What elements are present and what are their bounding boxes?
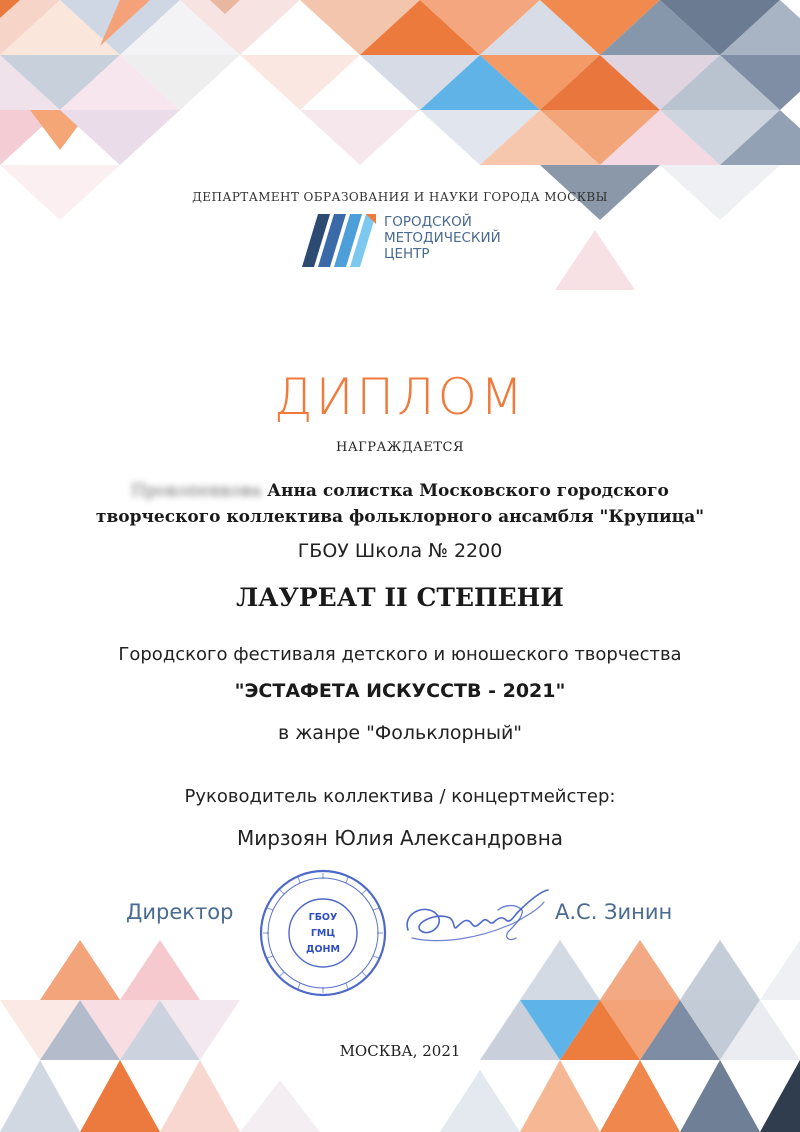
svg-text:ДОНМ: ДОНМ bbox=[306, 944, 340, 955]
recipient-line1 bbox=[90, 478, 710, 504]
svg-text:ГБОУ: ГБОУ bbox=[308, 912, 338, 923]
recipient-text bbox=[90, 478, 710, 530]
place-year: МОСКВА, 2021 bbox=[339, 1042, 461, 1060]
logo-text-line3: ЦЕНТР bbox=[384, 246, 430, 262]
leader-name: Мирзоян Юлия Александровна bbox=[236, 826, 564, 850]
logo-text-line1: ГОРОДСКОЙ bbox=[384, 214, 472, 230]
bottom-triangle-pattern bbox=[0, 940, 800, 1132]
awarded-label: НАГРАЖДАЕТСЯ bbox=[335, 440, 464, 455]
diploma-title: ДИПЛОМ bbox=[273, 368, 527, 426]
director-name: А.С. Зинин bbox=[555, 900, 673, 924]
gmc-logo bbox=[300, 212, 540, 268]
logo-mark-icon bbox=[300, 212, 378, 268]
laureate-degree: ЛАУРЕАТ II СТЕПЕНИ bbox=[236, 583, 564, 612]
genre-text: в жанре "Фольклорный" bbox=[277, 722, 523, 744]
recipient-surname-blurred: Прокопенкова bbox=[131, 481, 262, 501]
leader-label: Руководитель коллектива / концертмейстер: bbox=[184, 786, 616, 807]
director-signature bbox=[398, 882, 568, 962]
event-name: "ЭСТАФЕТА ИСКУССТВ - 2021" bbox=[234, 680, 566, 702]
director-label: Директор bbox=[126, 900, 234, 924]
official-stamp bbox=[258, 868, 388, 998]
svg-text:ГМЦ: ГМЦ bbox=[310, 928, 336, 939]
logo-text bbox=[384, 214, 501, 262]
school-name: ГБОУ Школа № 2200 bbox=[297, 540, 503, 562]
logo-text-line2: МЕТОДИЧЕСКИЙ bbox=[384, 230, 501, 246]
festival-name: Городского фестиваля детского и юношеского творчества bbox=[118, 644, 682, 665]
recipient-line2: творческого коллектива фольклорного ансамбля "Крупица" bbox=[95, 507, 705, 527]
recipient-line1-text: Анна солистка Московского городского bbox=[267, 481, 669, 501]
department-name: ДЕПАРТАМЕНТ ОБРАЗОВАНИЯ И НАУКИ ГОРОДА МОСКВЫ bbox=[192, 190, 608, 204]
